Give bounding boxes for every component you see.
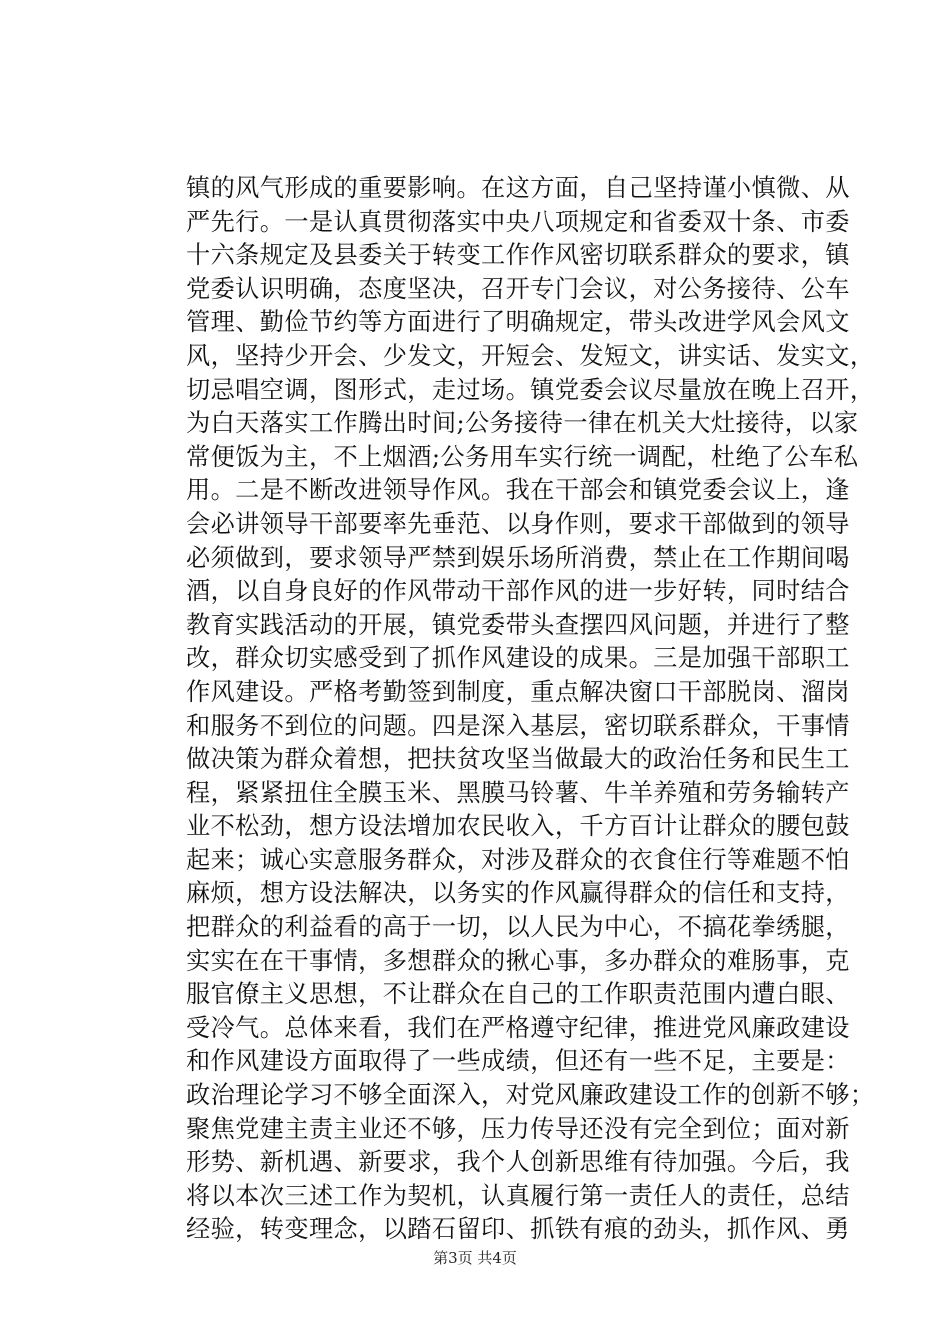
text-line: 做决策为群众着想，把扶贫攻坚当做最大的政治任务和民生工 <box>186 745 850 774</box>
text-line: 实实在在干事情，多想群众的揪心事，多办群众的难肠事，克 <box>186 946 850 975</box>
text-line: 将以本次三述工作为契机，认真履行第一责任人的责任，总结 <box>186 1181 850 1210</box>
text-line: 改，群众切实感受到了抓作风建设的成果。三是加强干部职工 <box>186 644 850 673</box>
text-line: 十六条规定及县委关于转变工作作风密切联系群众的要求，镇 <box>186 241 850 270</box>
text-line: 教育实践活动的开展，镇党委带头查摆四风问题，并进行了整 <box>186 610 850 639</box>
text-line: 管理、勤俭节约等方面进行了明确规定，带头改进学风会风文 <box>186 308 850 337</box>
text-line: 业不松劲，想方设法增加农民收入，千方百计让群众的腰包鼓 <box>186 812 850 841</box>
text-line: 政治理论学习不够全面深入，对党风廉政建设工作的创新不够； <box>186 1081 875 1110</box>
text-line: 严先行。一是认真贯彻落实中央八项规定和省委双十条、市委 <box>186 207 850 236</box>
text-line: 常便饭为主，不上烟酒;公务用车实行统一调配，杜绝了公车私 <box>186 442 859 471</box>
text-line: 用。二是不断改进领导作风。我在干部会和镇党委会议上，逢 <box>186 476 850 505</box>
text-line: 镇的风气形成的重要影响。在这方面，自己坚持谨小慎微、从 <box>186 174 850 202</box>
text-line: 党委认识明确，态度坚决，召开专门会议，对公务接待、公车 <box>186 274 850 303</box>
text-line: 会必讲领导干部要率先垂范、以身作则，要求干部做到的领导 <box>186 509 850 538</box>
text-line: 把群众的利益看的高于一切，以人民为中心，不搞花拳绣腿， <box>186 913 850 942</box>
text-line: 必须做到，要求领导严禁到娱乐场所消费，禁止在工作期间喝 <box>186 543 850 572</box>
text-line: 经验，转变理念，以踏石留印、抓铁有痕的劲头，抓作风、勇 <box>186 1215 850 1244</box>
text-line: 形势、新机遇、新要求，我个人创新思维有待加强。今后，我 <box>186 1148 850 1177</box>
text-line: 作风建设。严格考勤签到制度，重点解决窗口干部脱岗、溜岗 <box>186 677 850 706</box>
page-footer: 第3页 共4页 <box>433 1249 517 1267</box>
text-line: 为白天落实工作腾出时间;公务接待一律在机关大灶接待，以家 <box>186 409 859 438</box>
text-line: 服官僚主义思想，不让群众在自己的工作职责范围内遭白眼、 <box>186 980 850 1009</box>
text-line: 受冷气。总体来看，我们在严格遵守纪律，推进党风廉政建设 <box>186 1013 850 1042</box>
text-line: 风，坚持少开会、少发文，开短会、发短文，讲实话、发实文， <box>186 341 875 370</box>
body-text <box>186 172 875 1247</box>
text-line: 和服务不到位的问题。四是深入基层，密切联系群众，干事情 <box>186 711 850 740</box>
text-line: 酒，以自身良好的作风带动干部作风的进一步好转，同时结合 <box>186 577 850 606</box>
text-line: 聚焦党建主责主业还不够，压力传导还没有完全到位；面对新 <box>186 1114 850 1143</box>
text-line: 切忌唱空调，图形式，走过场。镇党委会议尽量放在晚上召开， <box>186 375 875 404</box>
text-line: 麻烦，想方设法解决，以务实的作风赢得群众的信任和支持， <box>186 879 850 908</box>
text-line: 程，紧紧扭住全膜玉米、黑膜马铃薯、牛羊养殖和劳务输转产 <box>186 778 850 807</box>
text-line: 和作风建设方面取得了一些成绩，但还有一些不足，主要是： <box>186 1047 850 1076</box>
text-line: 起来；诚心实意服务群众，对涉及群众的衣食住行等难题不怕 <box>186 845 850 874</box>
